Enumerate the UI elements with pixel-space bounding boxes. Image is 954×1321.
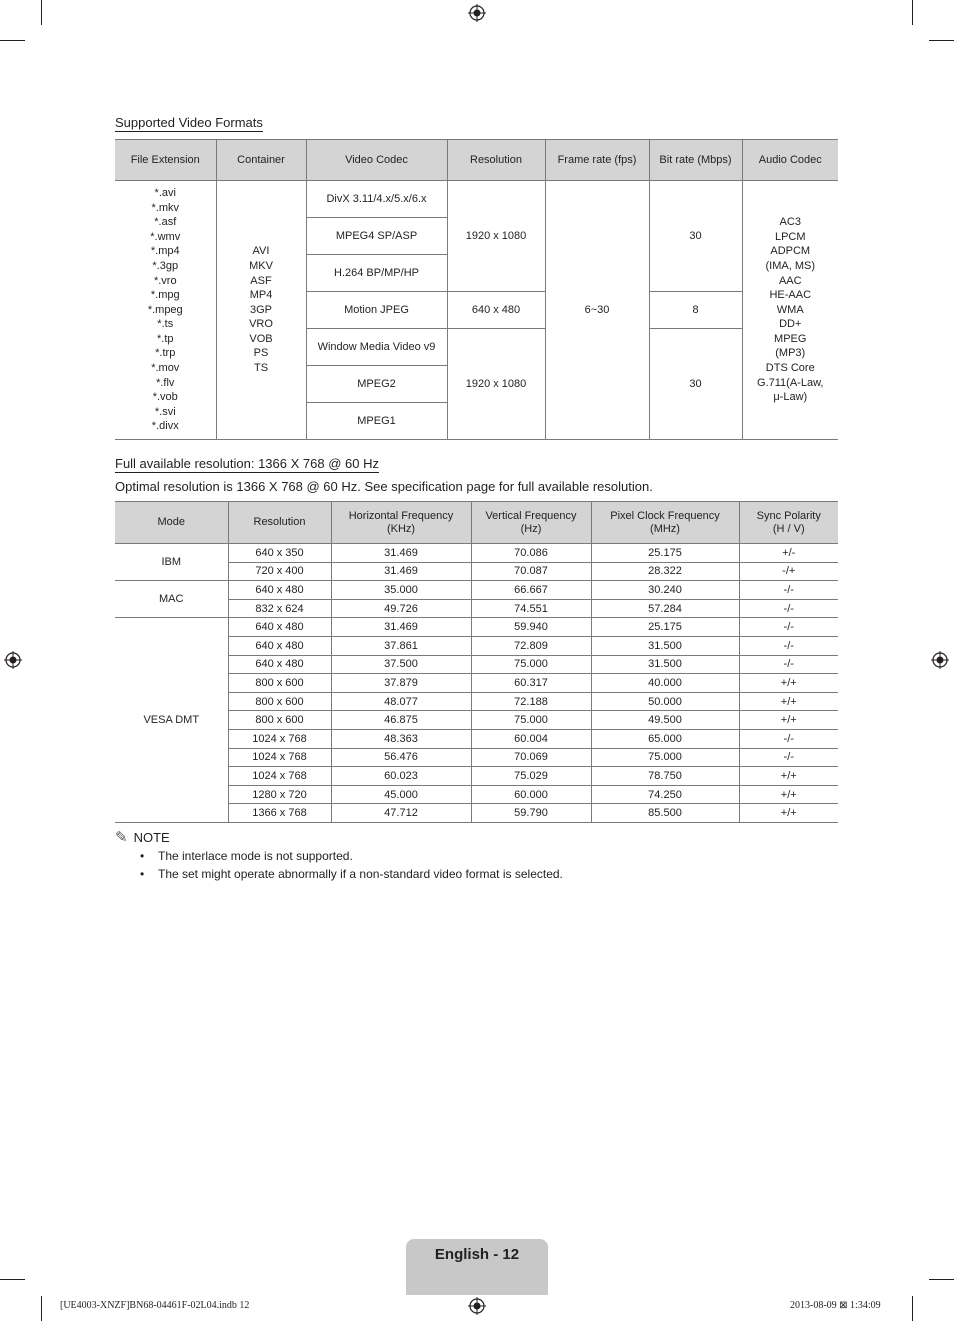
bit-rate-cell: 8: [649, 292, 742, 329]
table-cell: 30.240: [591, 581, 739, 600]
column-header-line: (Hz): [520, 522, 542, 535]
pencil-icon: ✎: [115, 829, 128, 846]
column-header-line: (H / V): [772, 522, 805, 535]
mode-cell: MAC: [115, 581, 228, 618]
table-cell: -/-: [739, 729, 838, 748]
crop-mark: [912, 1296, 913, 1321]
table-cell: 72.809: [471, 636, 591, 655]
table-cell: 1280 x 720: [228, 785, 331, 804]
container-item: ASF: [250, 274, 272, 287]
column-header: Container: [216, 140, 306, 181]
column-header: [739, 502, 838, 544]
video-formats-title: Supported Video Formats: [115, 115, 263, 130]
column-header: File Extension: [115, 140, 216, 181]
registration-mark-icon: [931, 651, 949, 669]
crop-mark: [41, 0, 42, 25]
table-cell: 70.086: [471, 544, 591, 563]
table-cell: 57.284: [591, 599, 739, 618]
column-header-line: Vertical Frequency: [485, 509, 577, 522]
registration-mark-icon: [468, 1297, 486, 1315]
table-cell: +/+: [739, 804, 838, 823]
note-text: The interlace mode is not supported.: [158, 849, 353, 863]
table-cell: 640 x 480: [228, 618, 331, 637]
column-header-line: Pixel Clock Frequency: [610, 509, 720, 522]
table-cell: 37.879: [331, 674, 471, 693]
bullet-icon: •: [140, 867, 145, 881]
bit-rate-cell: 30: [649, 329, 742, 440]
table-cell: 640 x 480: [228, 655, 331, 674]
file-extension-item: *.tp: [156, 332, 174, 345]
table-cell: 37.500: [331, 655, 471, 674]
file-extension-item: *.mp4: [150, 245, 180, 258]
container-item: VRO: [249, 318, 273, 331]
table-cell: +/+: [739, 711, 838, 730]
column-header: Audio Codec: [742, 140, 838, 181]
table-cell: 75.000: [471, 711, 591, 730]
file-extension-item: *.3gp: [152, 259, 179, 272]
table-cell: 31.469: [331, 562, 471, 581]
table-cell: 49.500: [591, 711, 739, 730]
column-header: [591, 502, 739, 544]
table-cell: +/-: [739, 544, 838, 563]
table-cell: 72.188: [471, 692, 591, 711]
table-cell: 25.175: [591, 544, 739, 563]
table-cell: 74.250: [591, 785, 739, 804]
video-codec-cell: H.264 BP/MP/HP: [306, 255, 447, 292]
frame-rate-cell: 6~30: [545, 181, 649, 440]
table-cell: 85.500: [591, 804, 739, 823]
resolution-table: [115, 501, 838, 823]
crop-mark: [929, 40, 954, 41]
bullet-icon: •: [140, 849, 145, 863]
table-cell: 56.476: [331, 748, 471, 767]
table-cell: 800 x 600: [228, 692, 331, 711]
file-extension-item: *.asf: [154, 216, 177, 229]
note-title: NOTE: [133, 830, 170, 845]
table-cell: -/-: [739, 581, 838, 600]
table-cell: 50.000: [591, 692, 739, 711]
table-cell: 60.000: [471, 785, 591, 804]
registration-mark-icon: [468, 4, 486, 22]
table-cell: +/+: [739, 674, 838, 693]
table-cell: -/-: [739, 618, 838, 637]
table-cell: 48.363: [331, 729, 471, 748]
table-cell: 25.175: [591, 618, 739, 637]
file-extension-item: *.wmv: [150, 230, 181, 243]
list-item: [140, 849, 353, 863]
file-extension-item: *.avi: [154, 186, 176, 199]
audio-codec-item: MPEG: [774, 332, 807, 345]
table-cell: 31.469: [331, 544, 471, 563]
column-header: [228, 502, 331, 544]
file-extension-item: *.svi: [154, 405, 176, 418]
registration-mark-icon: [4, 651, 22, 669]
table-cell: 70.069: [471, 748, 591, 767]
table-cell: 75.000: [591, 748, 739, 767]
table-cell: -/+: [739, 562, 838, 581]
table-cell: 46.875: [331, 711, 471, 730]
note-text: The set might operate abnormally if a non-standard video format is selected.: [158, 867, 563, 881]
table-cell: 640 x 480: [228, 581, 331, 600]
video-codec-cell: MPEG4 SP/ASP: [306, 218, 447, 255]
date-slug: 2013-08-09 ⊠ 1:34:09: [790, 1300, 881, 1311]
file-extension-item: *.mpeg: [147, 303, 183, 316]
table-cell: 640 x 350: [228, 544, 331, 563]
table-cell: -/-: [739, 599, 838, 618]
file-extension-item: *.divx: [151, 420, 179, 433]
container-item: VOB: [249, 332, 273, 345]
resolution-cell: 1920 x 1080: [447, 329, 545, 440]
column-header: Frame rate (fps): [545, 140, 649, 181]
table-cell: 45.000: [331, 785, 471, 804]
resolution-cell: 1920 x 1080: [447, 181, 545, 292]
table-cell: 74.551: [471, 599, 591, 618]
resolution-paragraph: Optimal resolution is 1366 X 768 @ 60 Hz. See specification page for full available resolution.: [115, 479, 653, 494]
resolution-cell: 640 x 480: [447, 292, 545, 329]
video-codec-cell: Window Media Video v9: [306, 329, 447, 366]
table-cell: 49.726: [331, 599, 471, 618]
column-header: [471, 502, 591, 544]
video-codec-cell: MPEG2: [306, 366, 447, 403]
audio-codec-item: LPCM: [774, 230, 806, 243]
table-cell: 60.317: [471, 674, 591, 693]
column-header-line: Mode: [157, 516, 186, 528]
table-cell: 1024 x 768: [228, 767, 331, 786]
file-slug: [UE4003-XNZF]BN68-04461F-02L04.indb 12: [60, 1300, 250, 1311]
table-cell: 60.004: [471, 729, 591, 748]
crop-mark: [912, 0, 913, 25]
file-extension-item: *.vro: [153, 274, 177, 287]
container-item: PS: [253, 347, 269, 360]
table-cell: 59.790: [471, 804, 591, 823]
column-header-line: (MHz): [650, 522, 680, 535]
column-header: Resolution: [447, 140, 545, 181]
audio-codec-list: [742, 181, 838, 440]
audio-codec-item: HE-AAC: [769, 289, 812, 302]
column-header-line: Horizontal Frequency: [348, 509, 454, 522]
page-number-tab: English - 12: [406, 1239, 548, 1295]
table-row: [115, 581, 838, 600]
table-cell: 31.469: [331, 618, 471, 637]
table-cell: 37.861: [331, 636, 471, 655]
audio-codec-item: ADPCM: [770, 245, 811, 258]
video-codec-cell: DivX 3.11/4.x/5.x/6.x: [306, 181, 447, 218]
table-cell: -/-: [739, 748, 838, 767]
table-row: [115, 618, 838, 637]
table-cell: 28.322: [591, 562, 739, 581]
table-cell: 65.000: [591, 729, 739, 748]
table-row: [115, 181, 838, 218]
column-header: Video Codec: [306, 140, 447, 181]
resolution-title: Full available resolution: 1366 X 768 @ 60 Hz: [115, 456, 379, 471]
table-cell: +/+: [739, 692, 838, 711]
table-cell: +/+: [739, 767, 838, 786]
column-header-line: Resolution: [253, 516, 306, 528]
container-item: MP4: [249, 289, 273, 302]
table-cell: 75.000: [471, 655, 591, 674]
mode-cell: IBM: [115, 544, 228, 581]
table-cell: 800 x 600: [228, 674, 331, 693]
table-cell: 832 x 624: [228, 599, 331, 618]
column-header-line: (KHz): [386, 522, 416, 535]
audio-codec-item: G.711(A-Law,: [757, 376, 824, 389]
container-item: 3GP: [249, 303, 272, 316]
file-extension-item: *.ts: [157, 318, 174, 331]
table-cell: 31.500: [591, 636, 739, 655]
file-extension-item: *.trp: [155, 347, 176, 360]
table-cell: 31.500: [591, 655, 739, 674]
container-item: MKV: [249, 259, 273, 272]
file-extension-item: *.mkv: [151, 201, 179, 214]
container-item: TS: [253, 362, 269, 375]
bit-rate-cell: 30: [649, 181, 742, 292]
video-codec-cell: MPEG1: [306, 403, 447, 440]
table-cell: 78.750: [591, 767, 739, 786]
list-item: [140, 867, 563, 881]
video-codec-cell: Motion JPEG: [306, 292, 447, 329]
table-cell: 35.000: [331, 581, 471, 600]
container-item: AVI: [252, 245, 270, 258]
table-cell: -/-: [739, 655, 838, 674]
table-cell: 47.712: [331, 804, 471, 823]
table-cell: 66.667: [471, 581, 591, 600]
table-cell: 800 x 600: [228, 711, 331, 730]
table-cell: +/+: [739, 785, 838, 804]
audio-codec-item: AAC: [778, 274, 802, 287]
crop-mark: [0, 1279, 25, 1280]
table-cell: 1366 x 768: [228, 804, 331, 823]
audio-codec-item: μ-Law): [773, 391, 808, 404]
note-heading: [115, 828, 170, 846]
table-cell: 40.000: [591, 674, 739, 693]
crop-mark: [0, 40, 25, 41]
crop-mark: [929, 1279, 954, 1280]
file-extension-item: *.flv: [156, 376, 175, 389]
table-cell: 640 x 480: [228, 636, 331, 655]
audio-codec-item: (MP3): [775, 347, 806, 360]
column-header: [115, 502, 228, 544]
table-cell: 1024 x 768: [228, 748, 331, 767]
table-cell: 720 x 400: [228, 562, 331, 581]
audio-codec-item: DTS Core: [765, 362, 815, 375]
column-header: [331, 502, 471, 544]
table-cell: -/-: [739, 636, 838, 655]
column-header-line: Sync Polarity: [756, 509, 821, 522]
table-cell: 70.087: [471, 562, 591, 581]
table-header-row: [115, 502, 838, 544]
table-cell: 60.023: [331, 767, 471, 786]
table-cell: 48.077: [331, 692, 471, 711]
column-header: Bit rate (Mbps): [649, 140, 742, 181]
mode-cell: VESA DMT: [115, 618, 228, 823]
video-formats-table: [115, 139, 838, 440]
file-extension-item: *.mpg: [150, 289, 180, 302]
audio-codec-item: (IMA, MS): [765, 259, 815, 272]
table-header-row: [115, 140, 838, 181]
file-extension-item: *.mov: [151, 362, 180, 375]
container-list: [216, 181, 306, 440]
file-extension-item: *.vob: [152, 391, 178, 404]
table-cell: 59.940: [471, 618, 591, 637]
audio-codec-item: DD+: [779, 318, 802, 331]
table-row: [115, 544, 838, 563]
crop-mark: [41, 1296, 42, 1321]
audio-codec-item: WMA: [776, 303, 804, 316]
audio-codec-item: AC3: [779, 216, 801, 229]
table-cell: 75.029: [471, 767, 591, 786]
table-cell: 1024 x 768: [228, 729, 331, 748]
file-extension-list: [115, 181, 216, 440]
